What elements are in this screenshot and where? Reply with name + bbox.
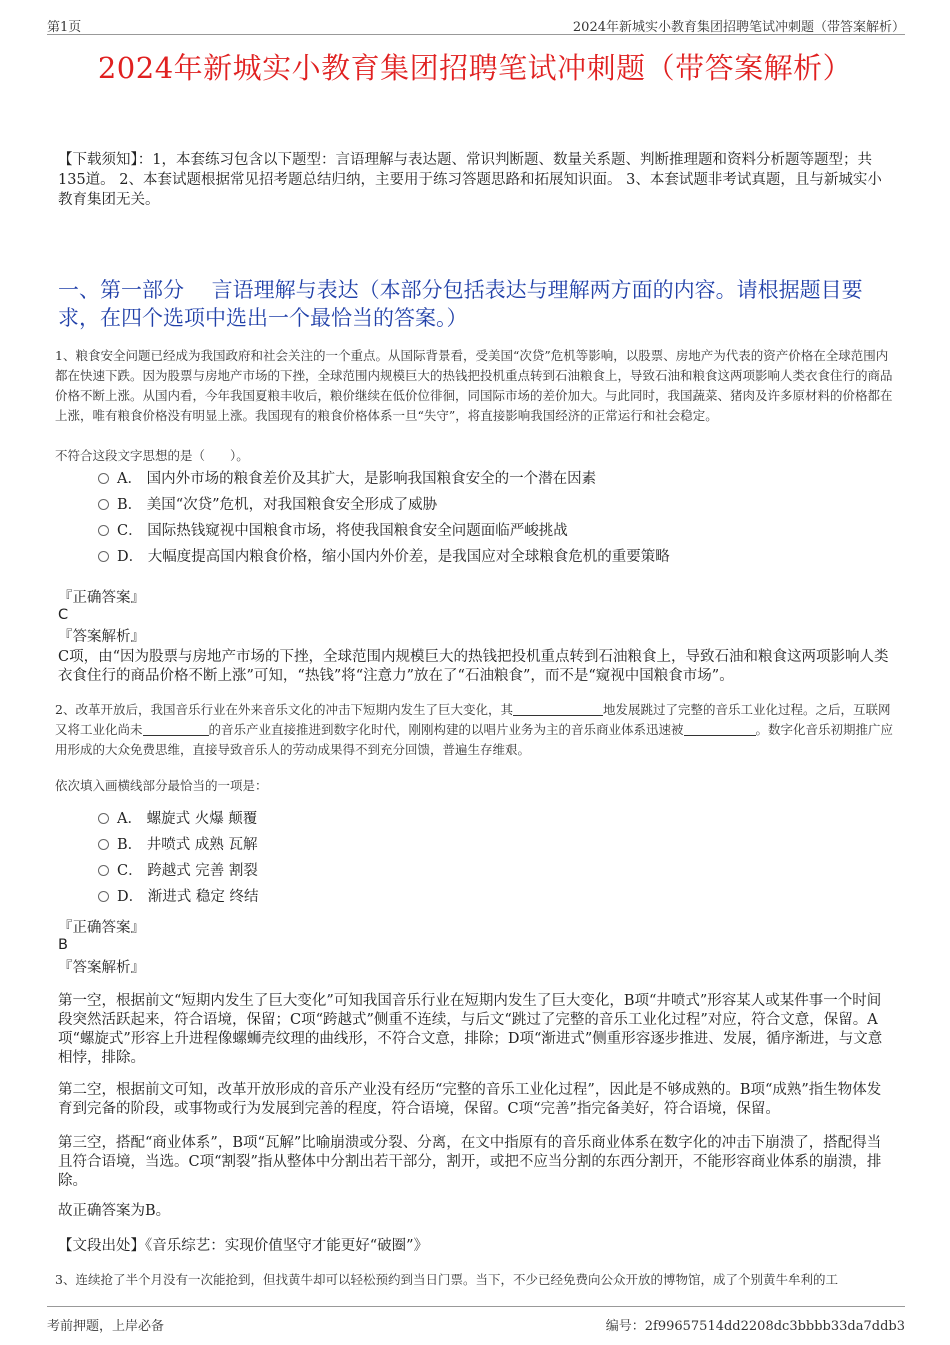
- blank-3: [684, 721, 756, 736]
- download-notice: 【下载须知】：1，本套练习包含以下题型：言语理解与表达题、常识判断题、数量关系题、判断推理题和资料分析题等题型；共135道。 2、本套试题根据常见招考题总结归纳，主要用于练习答题思路和拓展知识面。 3、本套试题非考试真题，且与新城实小教育集团无关。: [58, 152, 882, 208]
- radio-icon[interactable]: [98, 865, 109, 876]
- radio-icon[interactable]: [98, 525, 109, 536]
- q2-source: 【文段出处】《音乐综艺：实现价值坚守才能更好“破圈”》: [58, 1238, 429, 1254]
- q1-answer-label: 『正确答案』: [58, 590, 145, 606]
- radio-icon[interactable]: [98, 499, 109, 510]
- blank-2: [143, 721, 209, 736]
- q2-analysis-label: 『答案解析』: [58, 960, 145, 976]
- page-number: 第1页: [47, 20, 82, 35]
- q1-analysis-label: 『答案解析』: [58, 629, 145, 645]
- q1-text: 1、粮食安全问题已经成为我国政府和社会关注的一个重点。从国际背景看，受美国“次贷”危机等影响，以股票、房地产为代表的资产价格在全球范围内都在快速下跌。因为股票与房地产市场的下挫，全球范围内规模巨大的热钱把投机重点转到石油粮食上，导致石油和粮食这两项影响人类衣食住行的商品价格不断上涨。从国内看，今年我国夏粮丰收后，粮价继续在低价位徘徊，同国际市场的差价加大。与此同时，我国蔬菜、猪肉及许多原材料的价格都在上涨，唯有粮食价格没有明显上涨。我国现有的粮食价格体系一旦“失守”，将直接影响我国经济的正常运行和社会稳定。: [55, 348, 893, 423]
- q1-analysis: C项，由“因为股票与房地产市场的下挫，全球范围内规模巨大的热钱把投机重点转到石油粮食上，导致石油和粮食这两项影响人类衣食住行的商品价格不断上涨”可知，“热钱”将“注意力”放在了“石油粮食”，而不是“窥视中国粮食市场”。: [58, 649, 889, 684]
- radio-icon[interactable]: [98, 473, 109, 484]
- q2-analysis-p4: 故正确答案为B。: [58, 1203, 171, 1219]
- page-title: 2024年新城实小教育集团招聘笔试冲刺题（带答案解析）: [97, 51, 853, 85]
- q1-answer: C: [58, 607, 69, 623]
- q1-prompt: 不符合这段文字思想的是（ ）。: [55, 448, 249, 463]
- q2-analysis-p3: 第三空，搭配“商业体系”，B项“瓦解”比喻崩溃或分裂、分离，在文中指原有的音乐商业体系在数字化的冲击下崩溃了，搭配得当且符合语境，当选。C项“割裂”指从整体中分割出若干部分，割开，或把不应当分割的东西分割开，不能形容商业体系的崩溃，排除。: [58, 1135, 882, 1189]
- footer-doc-id: 编号：2f99657514dd2208dc3bbbb33da7ddb3: [605, 1319, 905, 1334]
- q1-option-b[interactable]: B． 美国“次贷”危机，对我国粮食安全形成了威胁: [98, 494, 437, 516]
- q2-text: 2、改革开放后，我国音乐行业在外来音乐文化的冲击下短期内发生了巨大变化，其 地发展跳过了完整的音乐工业化过程。之后，互联网又将工业化尚未 的音乐产业直接推进到数字化时代，刚刚构建的以唱片业务为主的音乐商业体系迅速被 。数字化音乐初期推广应用形成的大众免费思维，直接导致音乐人的劳动成果得不到充分回馈，普遍生存维艰。: [55, 702, 894, 757]
- page-footer: [47, 1306, 905, 1335]
- q2-prompt: 依次填入画横线部分最恰当的一项是：: [55, 778, 268, 793]
- q2-option-d[interactable]: D． 渐进式 稳定 终结: [98, 886, 258, 908]
- q2-analysis-p1: 第一空，根据前文“短期内发生了巨大变化”可知我国音乐行业在短期内发生了巨大变化，B项“井喷式”形容某人或某件事一个时间段突然活跃起来，符合语境，保留；C项“跨越式”侧重不连续，与后文“跳过了完整的音乐工业化过程”对应，符合文意，保留。A项“螺旋式”形容上升进程像螺蛳壳纹理的曲线形，不符合文意，排除；D项“渐进式”侧重形容逐步推进、发展，循序渐进，与文意相悖，排除。: [58, 993, 883, 1066]
- q3-text: 3、连续抢了半个月没有一次能抢到，但找黄牛却可以轻松预约到当日门票。当下，不少已经免费向公众开放的博物馆，成了个别黄牛牟利的工: [55, 1272, 838, 1287]
- q1-option-c[interactable]: C． 国际热钱窥视中国粮食市场，将使我国粮食安全问题面临严峻挑战: [98, 520, 568, 542]
- page-header: [47, 16, 905, 35]
- radio-icon[interactable]: [98, 891, 109, 902]
- header-doc-title: 2024年新城实小教育集团招聘笔试冲刺题（带答案解析）: [572, 20, 905, 35]
- q2-option-c[interactable]: C． 跨越式 完善 割裂: [98, 860, 258, 882]
- q2-answer: B: [58, 937, 68, 953]
- q2-analysis-p2: 第二空，根据前文可知，改革开放形成的音乐产业没有经历“完整的音乐工业化过程”，因此是不够成熟的。B项“成熟”指生物体发育到完备的阶段，或事物或行为发展到完善的程度，符合语境，保留。C项“完善”指完备美好，符合语境，保留。: [58, 1082, 882, 1117]
- section-title: 一、第一部分 言语理解与表达（本部分包括表达与理解两方面的内容。请根据题目要求，在四个选项中选出一个最恰当的答案。）: [58, 278, 863, 330]
- blank-1: [513, 701, 603, 716]
- q2-option-b[interactable]: B． 井喷式 成熟 瓦解: [98, 834, 257, 856]
- radio-icon[interactable]: [98, 839, 109, 850]
- q2-option-a[interactable]: A． 螺旋式 火爆 颠覆: [98, 808, 257, 830]
- footer-slogan: 考前押题，上岸必备: [47, 1319, 165, 1334]
- radio-icon[interactable]: [98, 551, 109, 562]
- q1-option-d[interactable]: D． 大幅度提高国内粮食价格，缩小国内外价差，是我国应对全球粮食危机的重要策略: [98, 546, 670, 568]
- radio-icon[interactable]: [98, 813, 109, 824]
- q1-option-a[interactable]: A． 国内外市场的粮食差价及其扩大，是影响我国粮食安全的一个潜在因素: [98, 468, 596, 490]
- q2-answer-label: 『正确答案』: [58, 920, 145, 936]
